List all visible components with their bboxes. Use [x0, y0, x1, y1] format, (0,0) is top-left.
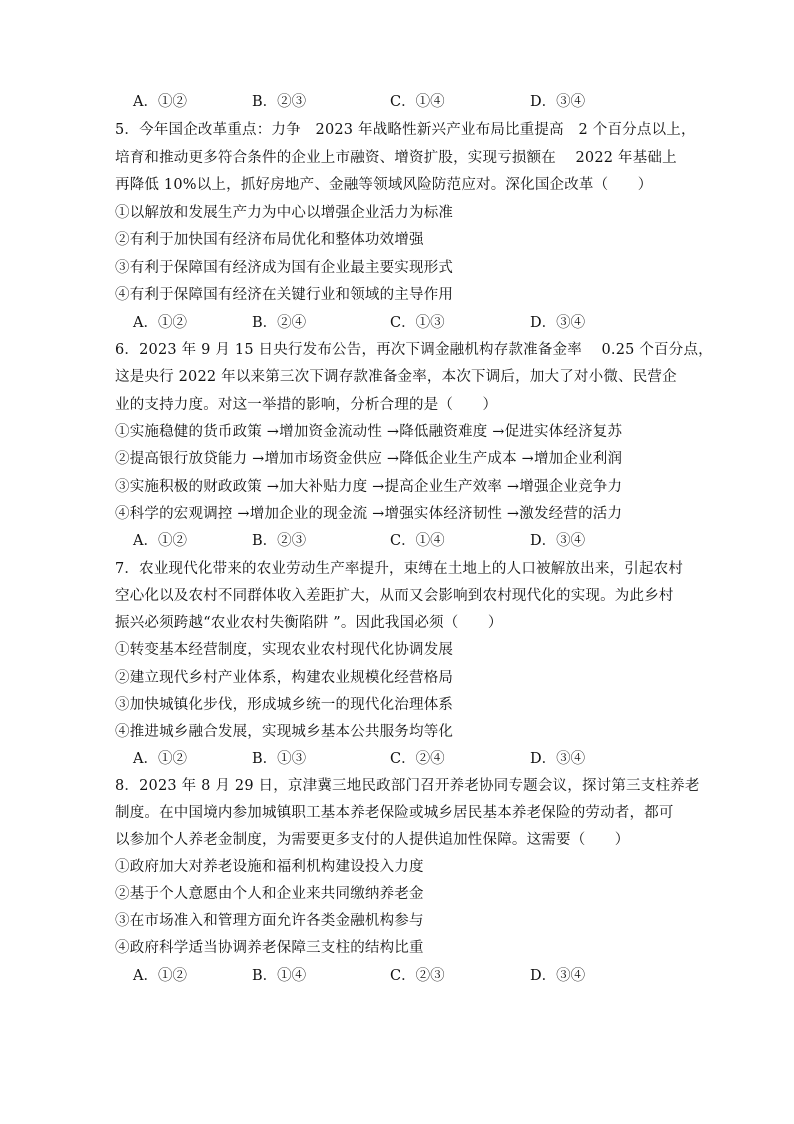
q5-option-a[interactable]: A．①②	[133, 315, 187, 331]
q8-stem-line-1: 8．2023 年 8 月 29 日，京津冀三地民政部门召开养老协同专题会议，探讨第三支柱养老	[115, 778, 700, 794]
q8-stem-line-3: 以参加个人养老金制度，为需要更多支付的人提供追加性保障。这需要（ ）	[115, 832, 630, 848]
q8-stem-line-2: 制度。在中国境内参加城镇职工基本养老保险或城乡居民基本养老保险的劳动者，都可	[115, 805, 674, 821]
q5-item-1: ①以解放和发展生产力为中心以增强企业活力为标准	[115, 205, 454, 221]
q5-option-d[interactable]: D．③④	[530, 315, 586, 331]
q7-item-3: ③加快城镇化步伐，形成城乡统一的现代化治理体系	[115, 697, 454, 713]
q5-options	[133, 313, 693, 333]
q6-option-a[interactable]: A．①②	[133, 533, 187, 549]
q6-item-4: ④科学的宏观调控 →增加企业的现金流 →增强实体经济韧性 →激发经营的活力	[115, 506, 623, 522]
q5-item-2: ②有利于加快国有经济布局优化和整体功效增强	[115, 232, 424, 248]
q8-item-2: ②基于个人意愿由个人和企业来共同缴纳养老金	[115, 886, 424, 902]
q7-item-1: ①转变基本经营制度，实现农业农村现代化协调发展	[115, 642, 454, 658]
q8-option-b[interactable]: B．①④	[252, 968, 307, 984]
q5-item-3: ③有利于保障国有经济成为国有企业最主要实现形式	[115, 260, 454, 276]
q8-item-4: ④政府科学适当协调养老保障三支柱的结构比重	[115, 940, 424, 956]
q7-option-a[interactable]: A．①②	[133, 751, 187, 767]
q4-option-d[interactable]: D．③④	[530, 94, 586, 110]
q4-option-a[interactable]: A．①②	[133, 94, 187, 110]
q6-option-b[interactable]: B．②③	[252, 533, 307, 549]
q6-stem-line-3: 业的支持力度。对这一举措的影响，分析合理的是（ ）	[115, 397, 498, 413]
q5-stem-line-1: 5．今年国企改革重点：力争 2023 年战略性新兴产业布局比重提高 2 个百分点以上，	[115, 122, 696, 138]
q6-item-1: ①实施稳健的货币政策 →增加资金流动性 →降低融资难度 →促进实体经济复苏	[115, 424, 623, 440]
q8-options	[133, 966, 693, 986]
q6-item-2: ②提高银行放贷能力 →增加市场资金供应 →降低企业生产成本 →增加企业利润	[115, 451, 623, 467]
q8-option-d[interactable]: D．③④	[530, 968, 586, 984]
q4-option-c[interactable]: C．①④	[390, 94, 445, 110]
q8-option-a[interactable]: A．①②	[133, 968, 187, 984]
q6-stem-line-2: 这是央行 2022 年以来第三次下调存款准备金率，本次下调后，加大了对小微、民营企	[115, 369, 677, 385]
q7-item-2: ②建立现代乡村产业体系，构建农业规模化经营格局	[115, 670, 454, 686]
q5-option-b[interactable]: B．②④	[252, 315, 307, 331]
q7-stem-line-3: 振兴必须跨越“农业农村失衡陷阱 ”。因此我国必须（ ）	[115, 615, 503, 631]
q7-stem-line-2: 空心化以及农村不同群体收入差距扩大，从而又会影响到农村现代化的实现。为此乡村	[115, 588, 674, 604]
q5-option-c[interactable]: C．①③	[390, 315, 445, 331]
q8-option-c[interactable]: C．②③	[390, 968, 445, 984]
q6-options	[133, 531, 693, 551]
q7-options	[133, 749, 693, 769]
q6-option-d[interactable]: D．③④	[530, 533, 586, 549]
q4-option-b[interactable]: B．②③	[252, 94, 307, 110]
q8-item-3: ③在市场准入和管理方面允许各类金融机构参与	[115, 913, 424, 929]
q6-stem-line-1: 6．2023 年 9 月 15 日央行发布公告，再次下调金融机构存款准备金率 0.25 个百分点，	[115, 342, 713, 358]
q7-item-4: ④推进城乡融合发展，实现城乡基本公共服务均等化	[115, 724, 454, 740]
q6-option-c[interactable]: C．①④	[390, 533, 445, 549]
q5-stem-line-2: 培育和推动更多符合条件的企业上市融资、增资扩股，实现亏损额在 2022 年基础上	[115, 150, 677, 166]
q4-options	[133, 92, 693, 112]
q5-stem-line-3: 再降低 10%以上，抓好房地产、金融等领域风险防范应对。深化国企改革（ ）	[115, 177, 653, 193]
q6-item-3: ③实施积极的财政政策 →加大补贴力度 →提高企业生产效率 →增强企业竞争力	[115, 479, 623, 495]
q7-option-d[interactable]: D．③④	[530, 751, 586, 767]
q7-stem-line-1: 7．农业现代化带来的农业劳动生产率提升，束缚在土地上的人口被解放出来，引起农村	[115, 561, 684, 577]
q5-item-4: ④有利于保障国有经济在关键行业和领域的主导作用	[115, 287, 454, 303]
q8-item-1: ①政府加大对养老设施和福利机构建设投入力度	[115, 859, 424, 875]
q7-option-b[interactable]: B．①③	[252, 751, 307, 767]
q7-option-c[interactable]: C．②④	[390, 751, 445, 767]
